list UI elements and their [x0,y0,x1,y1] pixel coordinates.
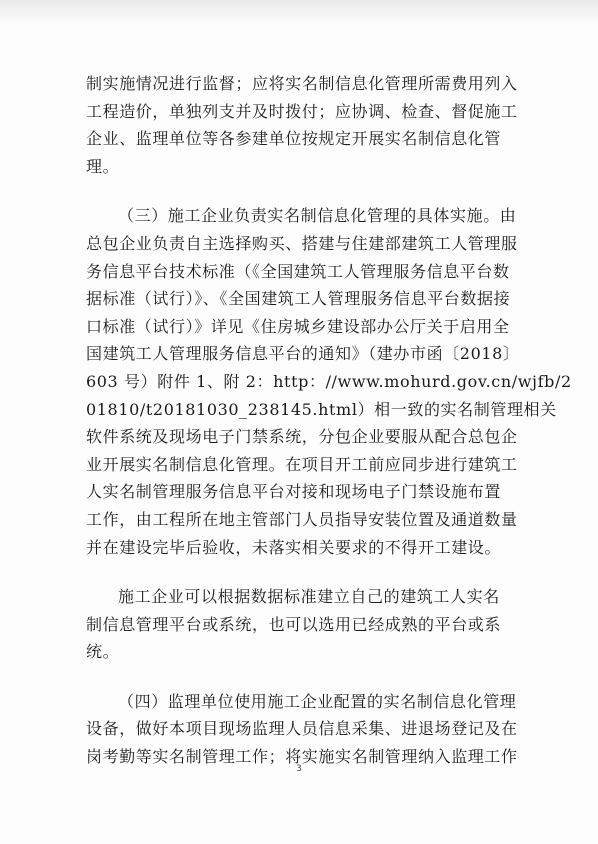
text-line: 口标准（试行）》详见《住房城乡建设部办公厅关于启用全 [86,316,510,336]
text-line: 603 号）附件 1、附 2：http：//www.mohurd.gov.cn/wjfb/2 [86,371,572,391]
text-line: 业开展实名制信息化管理。在项目开工前应同步进行建筑工 [86,454,518,474]
scan-shadow [0,0,598,26]
text-line: 工作，由工程所在地主管部门人员指导安装位置及通道数量 [86,509,518,529]
text-line: 工程造价，单独列支并及时拨付；应协调、检查、督促施工 [86,101,518,121]
text-line: 统。 [86,642,120,662]
text-line: 务信息平台技术标准（《全国建筑工人管理服务信息平台数 [86,261,510,281]
text-line: 岗考勤等实名制管理工作；将实施实名制管理纳入监理工作 [86,747,518,767]
text-line: （三）施工企业负责实名制信息化管理的具体实施。由 [118,206,517,226]
text-line: 制信息管理平台或系统，也可以选用已经成熟的平台或系 [86,614,502,634]
document-body [86,70,572,771]
paragraph-1 [86,70,518,180]
text-line: 总包企业负责自主选择购买、搭建与住建部建筑工人管理服 [86,233,518,253]
text-line: 01810/t20181030_238145.html）相一致的实名制管理相关 [86,399,557,419]
text-line: （四）监理单位使用施工企业配置的实名制信息化管理 [118,691,517,711]
text-line: 设备，做好本项目现场监理人员信息采集、进退场登记及在 [86,719,518,739]
text-line: 施工企业可以根据数据标准建立自己的建筑工人实名 [118,587,500,607]
paragraph-3 [86,583,518,666]
text-line: 据标准（试行）》、《全国建筑工人管理服务信息平台数据接 [86,289,511,309]
paragraph-2 [86,202,572,561]
text-line: 制实施情况进行监督；应将实名制信息化管理所需费用列入 [86,74,518,93]
paragraph-4 [86,688,518,771]
text-line: 并在建设完毕后验收，未落实相关要求的不得开工建设。 [86,537,502,557]
text-line: 国建筑工人管理服务信息平台的通知》（建办市函〔2018〕 [86,344,520,364]
page-number: 3 [296,764,302,774]
text-line: 企业、监理单位等各参建单位按规定开展实名制信息化管 [86,129,502,149]
text-line: 理。 [86,156,120,176]
text-line: 软件系统及现场电子门禁系统，分包企业要服从配合总包企 [86,427,518,447]
text-line: 人实名制管理服务信息平台对接和现场电子门禁设施布置 [86,482,502,502]
